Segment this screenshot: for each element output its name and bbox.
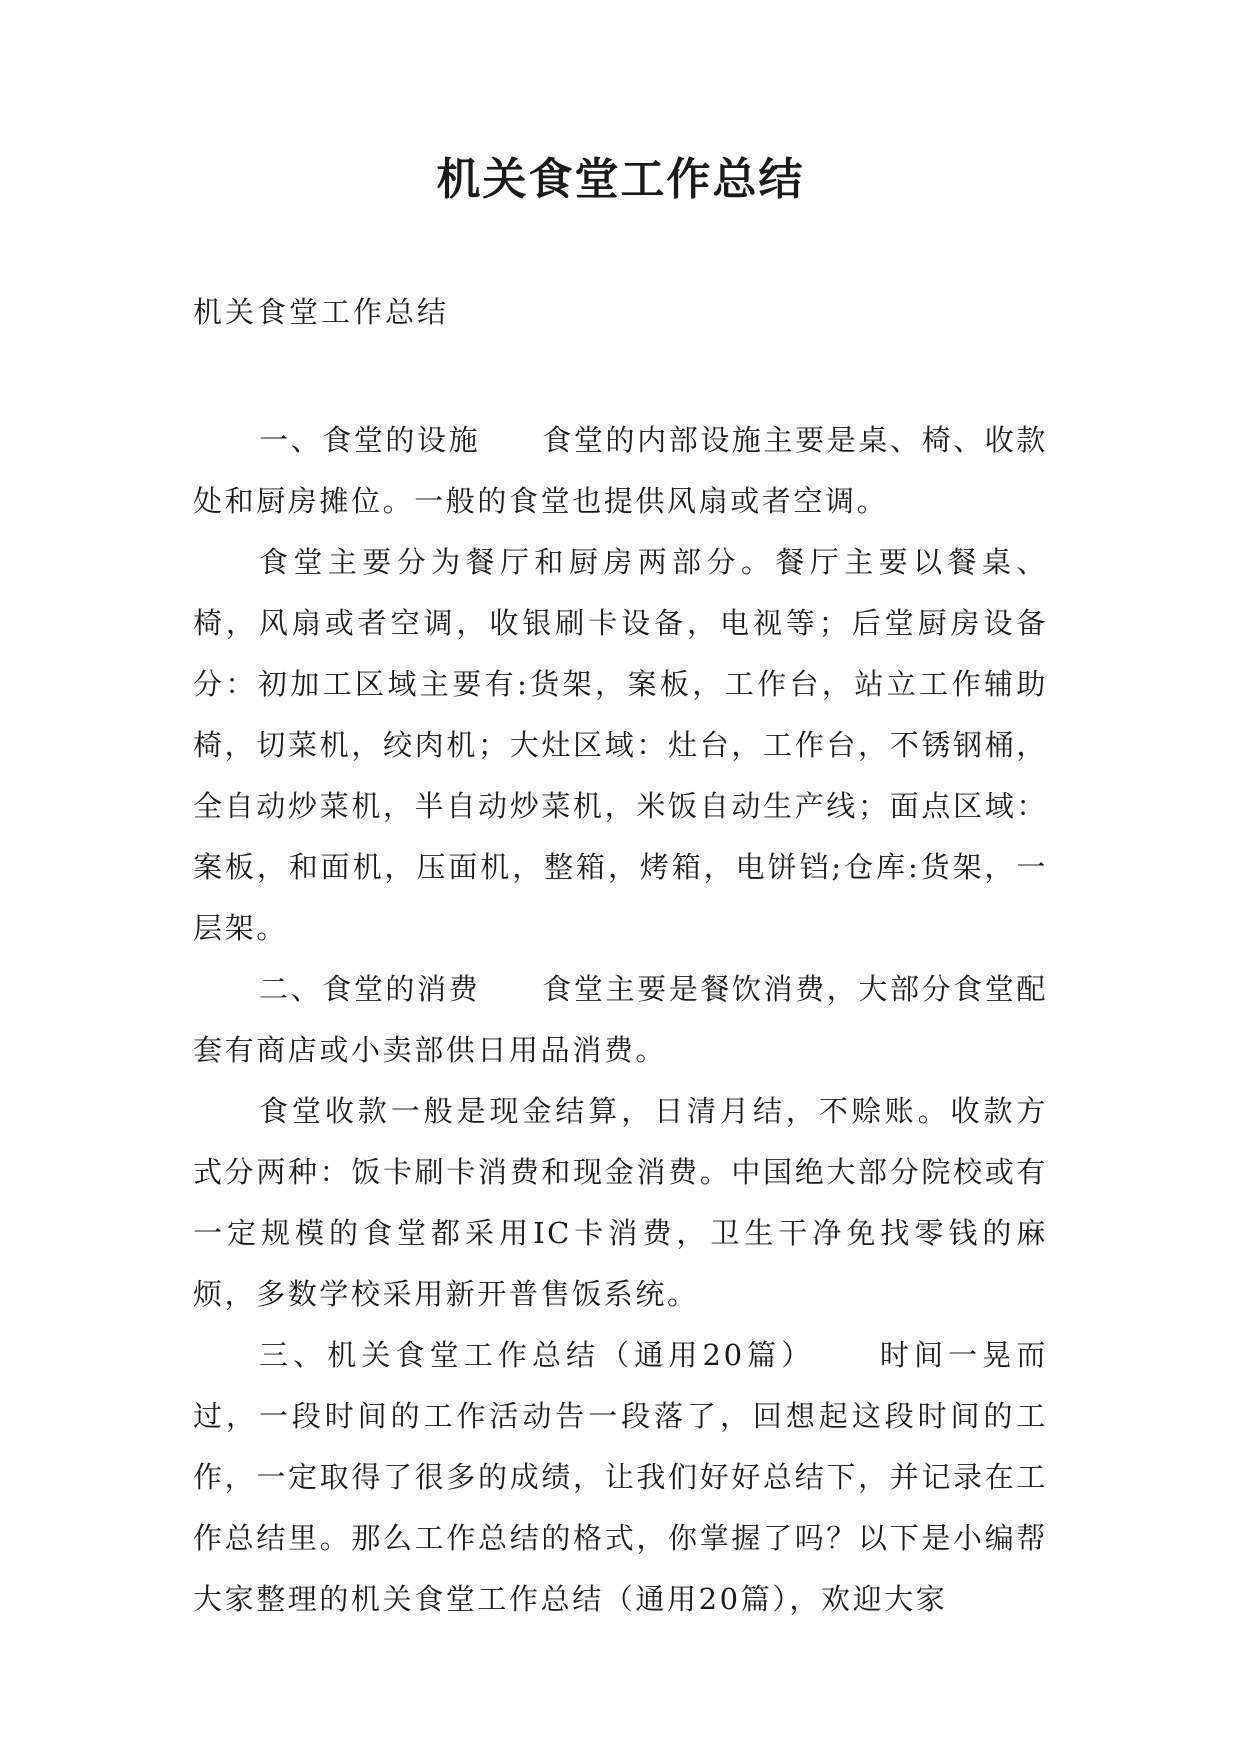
section-heading: 三、机关食堂工作总结（通用20篇） — [259, 1338, 816, 1372]
paragraph — [193, 1325, 1048, 1630]
section-heading: 一、食堂的设施 — [259, 423, 481, 457]
paragraph-text: 食堂主要是餐饮消费，大部分食堂配套有商店或小卖部供日用品消费。 — [193, 972, 1048, 1067]
section-heading: 二、食堂的消费 — [259, 972, 481, 1006]
document-title: 机关食堂工作总结 — [436, 154, 805, 205]
paragraph-text: 食堂的内部设施主要是桌、椅、收款处和厨房摊位。一般的食堂也提供风扇或者空调。 — [193, 423, 1048, 518]
paragraph-text: 食堂收款一般是现金结算，日清月结，不赊账。收款方式分两种：饭卡刷卡消费和现金消费。中国绝大部分院校或有一定规模的食堂都采用IC卡消费，卫生干净免找零钱的麻烦，多数学校采用新开普售饭系统。 — [193, 1094, 1048, 1311]
paragraph — [193, 410, 1048, 532]
document-subtitle: 机关食堂工作总结 — [193, 295, 450, 329]
document-body — [193, 410, 1048, 1630]
paragraph-text: 食堂主要分为餐厅和厨房两部分。餐厅主要以餐桌、椅，风扇或者空调，收银刷卡设备，电视等；后堂厨房设备分：初加工区域主要有:货架，案板，工作台，站立工作辅助椅，切菜机，绞肉机；大灶区域：灶台，工作台，不锈钢桶，全自动炒菜机，半自动炒菜机，米饭自动生产线；面点区域：案板，和面机，压面机，整箱，烤箱，电饼铛;仓库:货架，一层架。 — [193, 545, 1048, 945]
paragraph — [193, 959, 1048, 1081]
paragraph-text: 时间一晃而过，一段时间的工作活动告一段落了，回想起这段时间的工作，一定取得了很多的成绩，让我们好好总结下，并记录在工作总结里。那么工作总结的格式，你掌握了吗？以下是小编帮大家整理的机关食堂工作总结（通用20篇），欢迎大家 — [193, 1338, 1048, 1616]
paragraph — [193, 532, 1048, 959]
paragraph — [193, 1081, 1048, 1325]
